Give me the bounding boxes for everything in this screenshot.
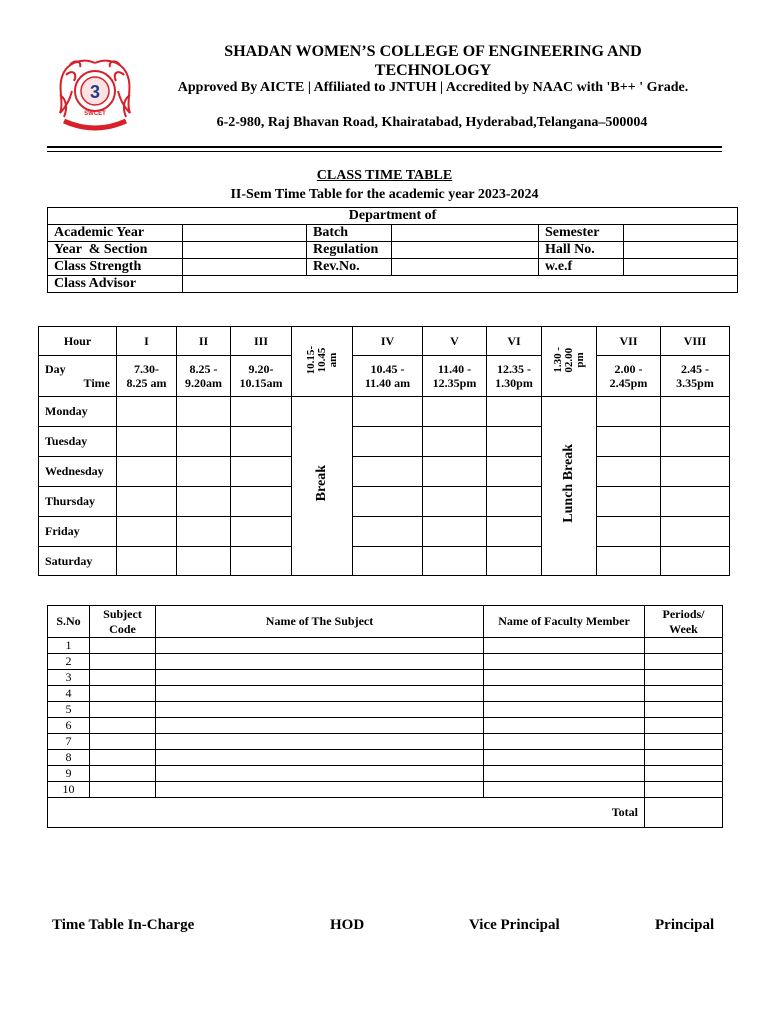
address-line: 6-2-980, Raj Bhavan Road, Khairatabad, Hyderabad,Telangana–500004 [216, 115, 648, 130]
row-number: 6 [48, 718, 90, 734]
batch-value [392, 225, 539, 242]
hour-header: IV [353, 327, 423, 356]
wef-label: w.e.f [539, 259, 624, 276]
day-label: Day [45, 362, 66, 376]
table-row [48, 670, 723, 686]
time-slot: 7.30- 8.25 am [117, 356, 177, 397]
day-label: Monday [39, 397, 117, 427]
subjects-table [47, 605, 723, 828]
hour-header: II [177, 327, 231, 356]
row-number: 3 [48, 670, 90, 686]
row-number: 8 [48, 750, 90, 766]
row-number: 5 [48, 702, 90, 718]
hall-no-label: Hall No. [539, 242, 624, 259]
day-time-label [39, 356, 117, 397]
header-divider [47, 146, 722, 148]
class-advisor-value [183, 276, 738, 293]
lunch-break-column: Lunch Break [542, 397, 597, 576]
college-name: SHADAN WOMEN’S COLLEGE OF ENGINEERING AND TECHNOLOGY [224, 43, 642, 79]
class-advisor-label: Class Advisor [48, 276, 183, 293]
table-row [48, 686, 723, 702]
time-slot: 2.00 - 2.45pm [597, 356, 661, 397]
table-row [48, 766, 723, 782]
page-subtitle: II-Sem Time Table for the academic year 2023-2024 [230, 187, 539, 202]
svg-text:3: 3 [89, 82, 101, 102]
row-number: 2 [48, 654, 90, 670]
hour-label: Hour [39, 327, 117, 356]
rev-no-label: Rev.No. [307, 259, 392, 276]
time-label: Time [83, 376, 110, 390]
total-label: Total [48, 798, 645, 828]
periods-header: Periods/ Week [645, 606, 723, 638]
time-slot: 8.25 - 9.20am [177, 356, 231, 397]
hour-header: VIII [661, 327, 730, 356]
regulation-label: Regulation [307, 242, 392, 259]
time-slot: 12.35 - 1.30pm [487, 356, 542, 397]
logo-text: SWCET [84, 111, 106, 117]
timetable-grid [38, 326, 730, 576]
day-label: Friday [39, 517, 117, 547]
class-info-table [47, 207, 738, 293]
hall-no-value [624, 242, 738, 259]
affiliation-line: Approved By AICTE | Affiliated to JNTUH | Accredited by NAAC with 'B++ ' Grade. [177, 80, 689, 95]
hour-header: VII [597, 327, 661, 356]
day-label: Wednesday [39, 457, 117, 487]
table-row [48, 702, 723, 718]
semester-label: Semester [539, 225, 624, 242]
signature-vice-principal: Vice Principal [469, 917, 560, 933]
code-header: Subject Code [90, 606, 156, 638]
batch-label: Batch [307, 225, 392, 242]
department-label: Department of [48, 208, 738, 225]
row-number: 4 [48, 686, 90, 702]
college-logo [52, 55, 138, 135]
row-number: 7 [48, 734, 90, 750]
table-row [48, 654, 723, 670]
class-strength-value [183, 259, 307, 276]
semester-value [624, 225, 738, 242]
header-divider-thin [47, 151, 722, 152]
table-row [48, 782, 723, 798]
hour-header: III [231, 327, 292, 356]
hour-header: VI [487, 327, 542, 356]
time-slot: 2.45 - 3.35pm [661, 356, 730, 397]
table-row [48, 750, 723, 766]
day-label: Thursday [39, 487, 117, 517]
hour-header: V [423, 327, 487, 356]
time-slot: 11.40 - 12.35pm [423, 356, 487, 397]
faculty-header: Name of Faculty Member [484, 606, 645, 638]
academic-year-label: Academic Year [48, 225, 183, 242]
class-strength-label: Class Strength [48, 259, 183, 276]
break-time: 10.15- 10.45 am [292, 327, 353, 397]
subject-name-header: Name of The Subject [156, 606, 484, 638]
break-column: Break [292, 397, 353, 576]
total-value [645, 798, 723, 828]
academic-year-value [183, 225, 307, 242]
time-slot: 10.45 - 11.40 am [353, 356, 423, 397]
row-number: 1 [48, 638, 90, 654]
row-number: 9 [48, 766, 90, 782]
day-label: Tuesday [39, 427, 117, 457]
year-section-value [183, 242, 307, 259]
day-label: Saturday [39, 547, 117, 576]
page-title: CLASS TIME TABLE [316, 168, 453, 183]
wef-value [624, 259, 738, 276]
sno-header: S.No [48, 606, 90, 638]
time-slot: 9.20- 10.15am [231, 356, 292, 397]
signature-principal: Principal [655, 917, 715, 933]
row-number: 10 [48, 782, 90, 798]
regulation-value [392, 242, 539, 259]
table-row [48, 718, 723, 734]
signature-timetable-incharge: Time Table In-Charge [52, 917, 195, 933]
table-row [48, 638, 723, 654]
hour-header: I [117, 327, 177, 356]
lunch-time: 1.30 - 02.00 pm [542, 327, 597, 397]
year-section-label: Year & Section [48, 242, 183, 259]
rev-no-value [392, 259, 539, 276]
table-row [48, 734, 723, 750]
signature-hod: HOD [330, 917, 365, 933]
